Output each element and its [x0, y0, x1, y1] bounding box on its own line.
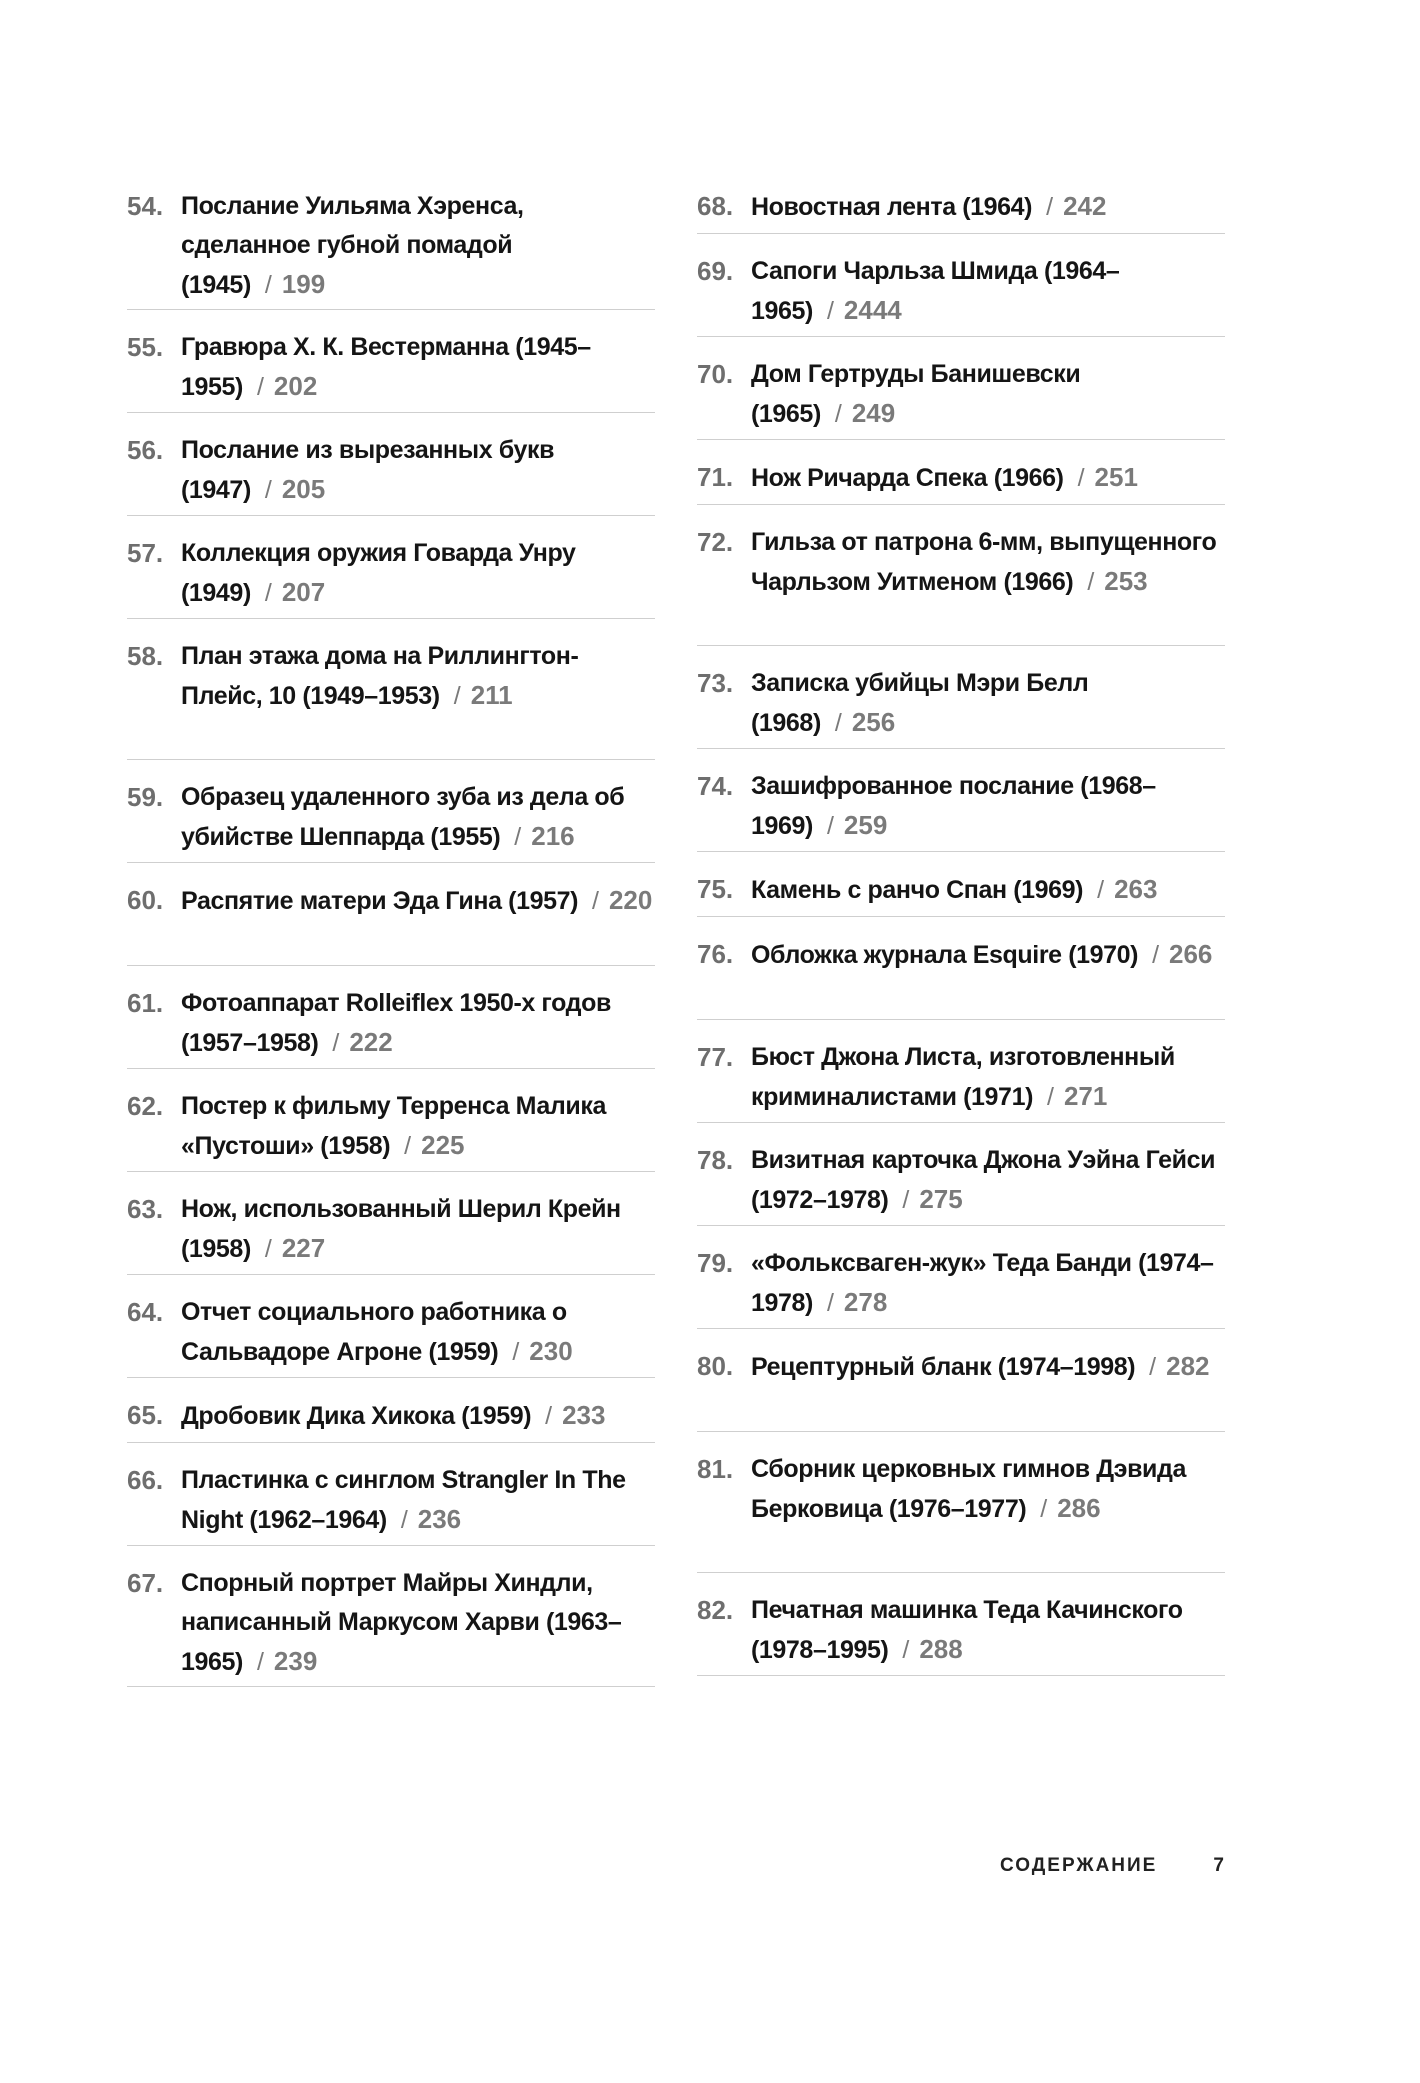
entry-separator: /: [826, 297, 834, 325]
entry-separator: /: [826, 1289, 834, 1317]
entry-page: 225: [421, 1130, 465, 1160]
entry-separator: /: [834, 400, 842, 428]
entry-number: 56.: [127, 435, 164, 465]
entry-body: [751, 1347, 1225, 1394]
entry-title: Визитная карточка Джона Уэйна Гейси (1972–1978): [751, 1146, 1216, 1214]
entry-page: 282: [1166, 1351, 1210, 1381]
entry-body: [751, 523, 1225, 609]
entry-page: 239: [273, 1646, 318, 1676]
entry-page: 266: [1169, 939, 1213, 969]
entry-number: 69.: [697, 256, 734, 286]
toc-entry[interactable]: [127, 1564, 655, 1687]
toc-entry[interactable]: [127, 534, 655, 619]
entry-separator: /: [902, 1186, 910, 1214]
entry-number: 63.: [127, 1194, 164, 1224]
entry-title: Послание Уильяма Хэренса, сделанное губной помадой (1945): [181, 192, 524, 299]
entry-title: Пластинка с синглом Strangler In The Night (1962–1964): [181, 1466, 626, 1534]
entry-title: Послание из вырезанных букв (1947): [181, 436, 555, 504]
entry-separator: /: [256, 1648, 264, 1676]
entry-body: [181, 984, 655, 1070]
entry-body: [751, 458, 1225, 505]
entry-title: Постер к фильму Терренса Малика «Пустоши» (1958): [181, 1092, 606, 1160]
entry-body: [751, 767, 1225, 853]
entry-page: 220: [608, 885, 653, 915]
toc-entry[interactable]: [697, 1450, 1225, 1573]
entry-number: 66.: [127, 1465, 164, 1495]
entry-number: 82.: [697, 1595, 734, 1625]
entry-separator: /: [1046, 193, 1054, 221]
entry-page: 253: [1104, 566, 1148, 596]
entry-title: Спорный портрет Майры Хиндли, написанный Маркусом Харви (1963–1965): [181, 1569, 622, 1676]
entry-separator: /: [1047, 1083, 1054, 1111]
entry-number: 59.: [127, 782, 164, 812]
toc-entry[interactable]: [127, 881, 655, 966]
entry-body: [751, 1450, 1225, 1536]
entry-body: [181, 1293, 655, 1379]
entry-page: 205: [281, 474, 326, 504]
entry-title: Новостная лента (1964): [751, 193, 1033, 221]
entry-body: [181, 431, 655, 517]
entry-number: 79.: [697, 1248, 734, 1278]
entry-number: 75.: [697, 874, 734, 904]
toc-entry[interactable]: [697, 1141, 1225, 1226]
entry-title: Сборник церковных гимнов Дэвида Берковица (1976–1977): [751, 1455, 1186, 1523]
entry-title: Нож Ричарда Спека (1966): [751, 464, 1064, 492]
entry-body: [181, 328, 655, 414]
entry-body: [181, 881, 655, 928]
entry-number: 64.: [127, 1297, 164, 1327]
entry-separator: /: [256, 373, 264, 401]
entry-separator: /: [404, 1132, 412, 1160]
toc-entry[interactable]: [697, 1591, 1225, 1676]
entry-page: 233: [562, 1400, 606, 1430]
entry-body: [181, 1564, 655, 1689]
footer-section-title: СОДЕРЖАНИЕ: [1000, 1855, 1158, 1876]
entry-body: [751, 1038, 1225, 1124]
entry-page: 259: [843, 810, 888, 840]
entry-body: [181, 1190, 655, 1276]
entry-page: 275: [919, 1184, 963, 1214]
entry-page: 227: [281, 1233, 326, 1263]
entry-number: 60.: [127, 885, 164, 915]
entry-body: [751, 935, 1225, 982]
entry-number: 70.: [697, 359, 734, 389]
entry-page: 216: [531, 821, 575, 851]
entry-title: Коллекция оружия Говарда Унру (1949): [181, 539, 576, 607]
entry-page: 199: [281, 269, 326, 299]
toc-entry[interactable]: [127, 984, 655, 1069]
entry-body: [751, 355, 1225, 441]
toc-entry[interactable]: [697, 355, 1225, 440]
entry-number: 81.: [697, 1454, 734, 1484]
entry-page: 207: [281, 577, 326, 607]
entry-separator: /: [1152, 941, 1160, 969]
entry-page: 278: [843, 1287, 888, 1317]
entry-title: Бюст Джона Листа, изготовленный криминалистами (1971): [751, 1043, 1175, 1111]
entry-separator: /: [592, 887, 599, 915]
entry-title: План этажа дома на Риллингтон-Плейс, 10 (1949–1953): [181, 642, 579, 710]
entry-title: Нож, использованный Шерил Крейн (1958): [181, 1195, 621, 1263]
entry-title: Дробовик Дика Хикока (1959): [181, 1402, 532, 1430]
entry-number: 62.: [127, 1091, 164, 1121]
entry-number: 80.: [697, 1351, 734, 1381]
entry-page: 249: [851, 398, 896, 428]
entry-number: 61.: [127, 988, 164, 1018]
toc-entry[interactable]: [127, 431, 655, 516]
toc-entry[interactable]: [127, 1190, 655, 1275]
entry-title: Гильза от патрона 6-мм, выпущенного Чарльзом Уитменом (1966): [751, 528, 1217, 596]
entry-separator: /: [512, 1338, 520, 1366]
entry-separator: /: [902, 1636, 910, 1664]
entry-title: Гравюра Х. К. Вестерманна (1945–1955): [181, 333, 591, 401]
entry-separator: /: [514, 823, 522, 851]
entry-body: [751, 187, 1225, 234]
entry-body: [751, 870, 1225, 917]
toc-entry[interactable]: [127, 637, 655, 760]
toc-entry[interactable]: [697, 1244, 1225, 1329]
entry-separator: /: [1149, 1353, 1157, 1381]
entry-body: [181, 1396, 655, 1443]
entry-separator: /: [1087, 568, 1095, 596]
toc-column-left: [127, 187, 655, 1687]
toc-entry[interactable]: [127, 1087, 655, 1172]
entry-page: 222: [349, 1027, 393, 1057]
toc-entry[interactable]: [697, 523, 1225, 646]
toc-entry[interactable]: [127, 778, 655, 863]
entry-body: [181, 187, 655, 312]
entry-separator: /: [264, 579, 272, 607]
entry-body: [181, 534, 655, 620]
entry-page: 263: [1114, 874, 1158, 904]
entry-body: [181, 778, 655, 864]
toc-entry[interactable]: [697, 458, 1225, 505]
toc-entry[interactable]: [127, 1293, 655, 1378]
entry-title: Дом Гертруды Банишевски (1965): [751, 360, 1081, 428]
page-footer: [1000, 1855, 1226, 1877]
toc-entry[interactable]: [127, 187, 655, 310]
entry-title: Камень с ранчо Спан (1969): [751, 876, 1084, 904]
entry-title: «Фольксваген-жук» Теда Банди (1974–1978): [751, 1249, 1214, 1317]
entry-title: Рецептурный бланк (1974–1998): [751, 1353, 1136, 1381]
entry-title: Сапоги Чарльза Шмида (1964–1965): [751, 257, 1120, 325]
entry-number: 72.: [697, 527, 734, 557]
entry-title: Печатная машинка Теда Качинского (1978–1995): [751, 1596, 1183, 1664]
entry-number: 68.: [697, 191, 734, 221]
entry-separator: /: [400, 1506, 408, 1534]
entry-body: [751, 1591, 1225, 1677]
entry-number: 74.: [697, 771, 734, 801]
footer-page-number: 7: [1213, 1855, 1226, 1876]
entry-page: 230: [529, 1336, 573, 1366]
toc-entry[interactable]: [697, 935, 1225, 1020]
entry-number: 76.: [697, 939, 734, 969]
entry-body: [181, 637, 655, 723]
entry-separator: /: [332, 1029, 340, 1057]
entry-body: [751, 1244, 1225, 1330]
entry-body: [751, 1141, 1225, 1227]
toc-entry[interactable]: [697, 1347, 1225, 1432]
entry-page: 271: [1063, 1081, 1108, 1111]
toc-entry[interactable]: [127, 1461, 655, 1546]
entry-number: 78.: [697, 1145, 734, 1175]
entry-page: 236: [417, 1504, 462, 1534]
toc-entry[interactable]: [697, 870, 1225, 917]
toc-entry[interactable]: [127, 328, 655, 413]
entry-number: 71.: [697, 462, 734, 492]
entry-separator: /: [834, 709, 842, 737]
entry-page: 211: [470, 680, 513, 710]
entry-number: 65.: [127, 1400, 164, 1430]
entry-body: [751, 252, 1225, 338]
entry-page: 251: [1094, 462, 1138, 492]
entry-separator: /: [264, 271, 272, 299]
entry-page: 256: [851, 707, 896, 737]
entry-title: Записка убийцы Мэри Белл (1968): [751, 669, 1089, 737]
entry-separator: /: [453, 682, 461, 710]
toc-entry[interactable]: [127, 1396, 655, 1443]
entry-body: [181, 1461, 655, 1547]
entry-separator: /: [826, 812, 834, 840]
entry-number: 67.: [127, 1568, 164, 1598]
entry-separator: /: [545, 1402, 553, 1430]
entry-separator: /: [1097, 876, 1105, 904]
entry-title: Распятие матери Эда Гина (1957): [181, 887, 579, 915]
entry-number: 54.: [127, 191, 164, 221]
entry-number: 58.: [127, 641, 164, 671]
entry-page: 288: [919, 1634, 963, 1664]
entry-body: [181, 1087, 655, 1173]
entry-title: Образец удаленного зуба из дела об убийстве Шеппарда (1955): [181, 783, 625, 851]
entry-separator: /: [1040, 1495, 1048, 1523]
toc-entry[interactable]: [697, 1038, 1225, 1123]
toc-column-right: [697, 187, 1225, 1676]
entry-title: Обложка журнала Esquire (1970): [751, 941, 1139, 969]
entry-page: 2444: [843, 295, 902, 325]
entry-page: 286: [1057, 1493, 1101, 1523]
entry-title: Зашифрованное послание (1968–1969): [751, 772, 1156, 840]
entry-title: Отчет социального работника о Сальвадоре Агроне (1959): [181, 1298, 567, 1366]
toc-entry[interactable]: [697, 664, 1225, 749]
entry-separator: /: [264, 1235, 272, 1263]
entry-page: 242: [1063, 191, 1107, 221]
entry-number: 55.: [127, 332, 164, 362]
toc-entry[interactable]: [697, 767, 1225, 852]
entry-body: [751, 664, 1225, 750]
entry-number: 57.: [127, 538, 164, 568]
entry-number: 73.: [697, 668, 734, 698]
entry-page: 202: [273, 371, 318, 401]
toc-entry[interactable]: [697, 252, 1225, 337]
entry-title: Фотоаппарат Rolleiflex 1950-х годов (1957–1958): [181, 989, 611, 1057]
entry-separator: /: [264, 476, 272, 504]
entry-number: 77.: [697, 1042, 734, 1072]
toc-entry[interactable]: [697, 187, 1225, 234]
entry-separator: /: [1077, 464, 1085, 492]
